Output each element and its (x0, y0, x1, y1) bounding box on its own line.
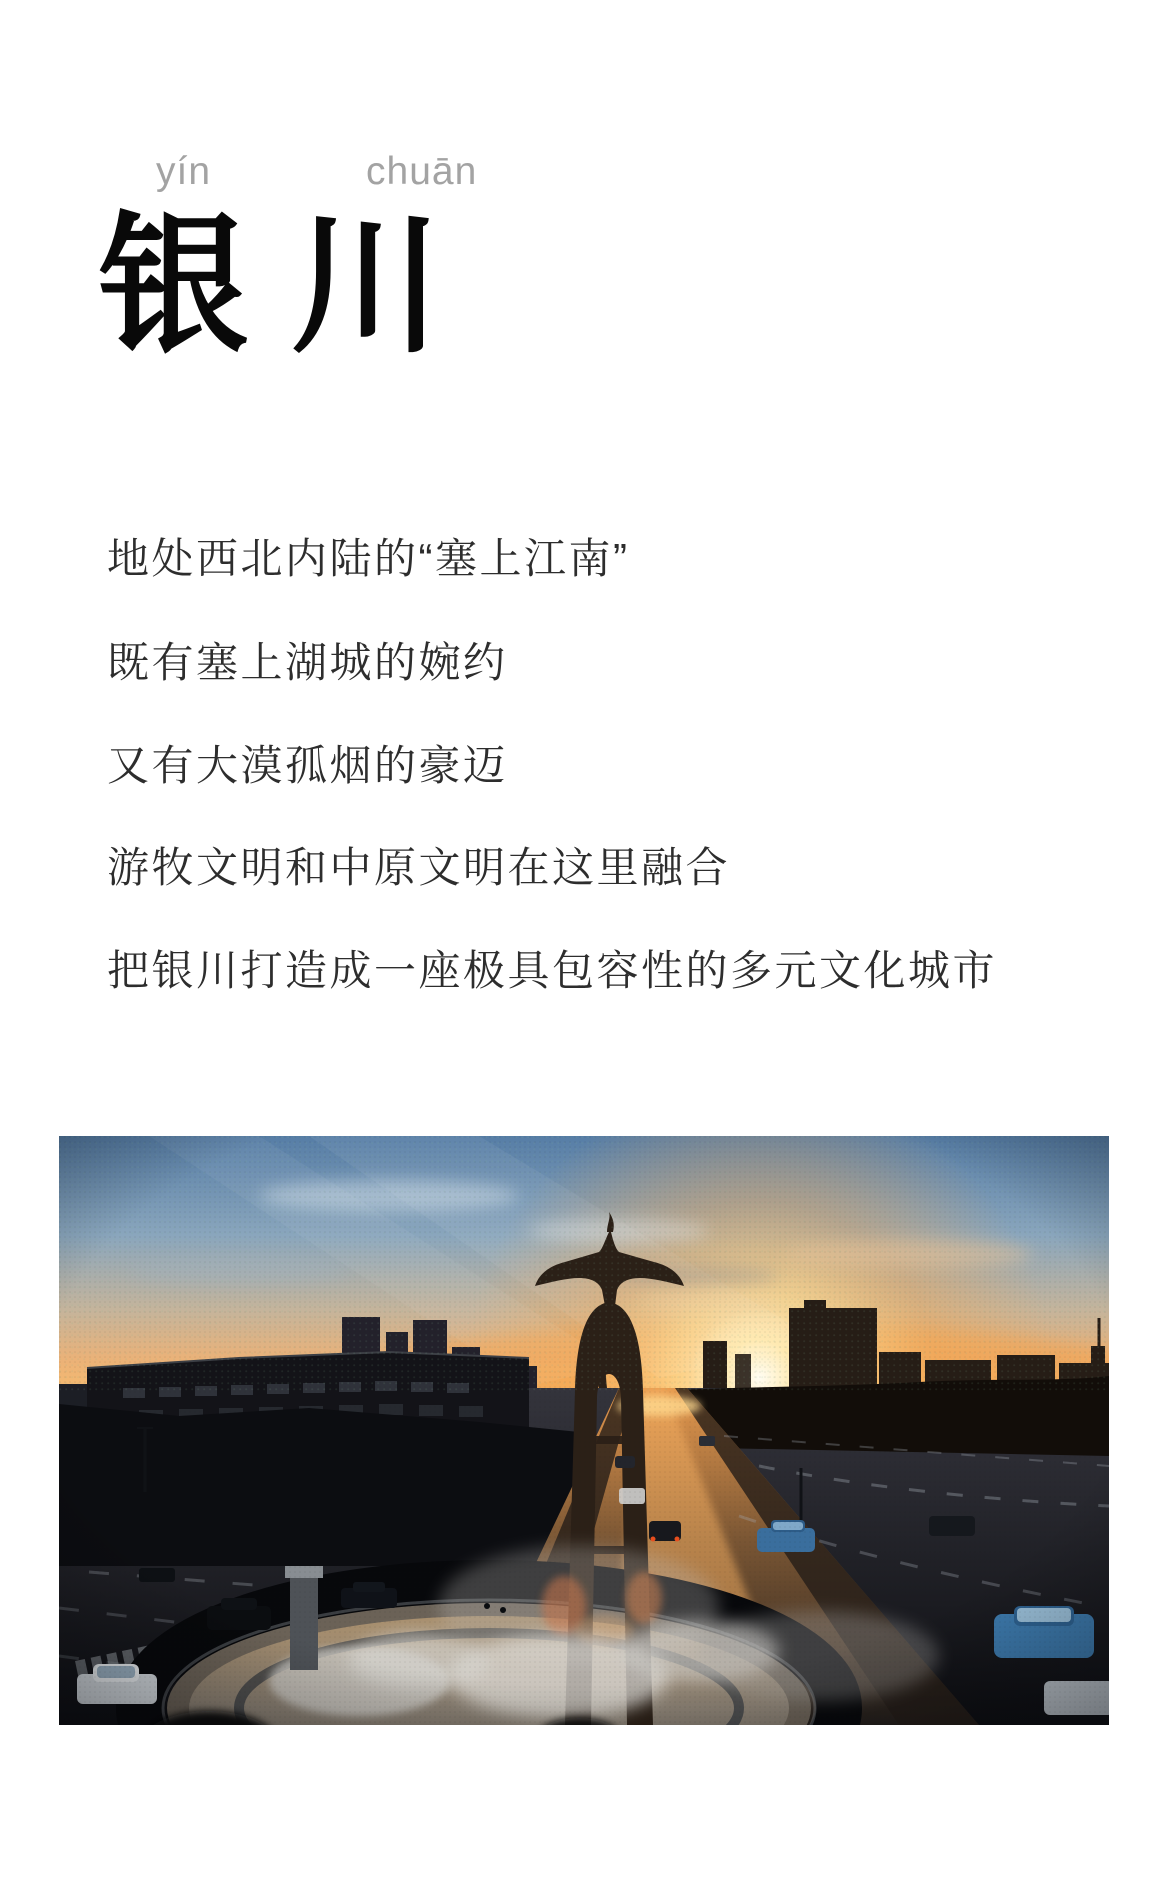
intro-line-4: 游牧文明和中原文明在这里融合 (107, 844, 731, 891)
intro-line-3: 又有大漠孤烟的豪迈 (107, 742, 508, 789)
city-sunset-photo[interactable] (59, 1136, 1109, 1725)
intro-line-5: 把银川打造成一座极具包容性的多元文化城市 (107, 947, 998, 994)
sunset-scene-illustration (59, 1136, 1109, 1725)
page-title: 银 川 (98, 201, 442, 370)
intro-line-1: 地处西北内陆的“塞上江南” (107, 535, 630, 582)
pinyin-chuan: chuān (366, 150, 478, 193)
pinyin-row (0, 150, 1170, 198)
vignette (59, 1136, 1109, 1725)
intro-line-2: 既有塞上湖城的婉约 (107, 639, 508, 686)
pinyin-yin: yín (156, 150, 212, 193)
